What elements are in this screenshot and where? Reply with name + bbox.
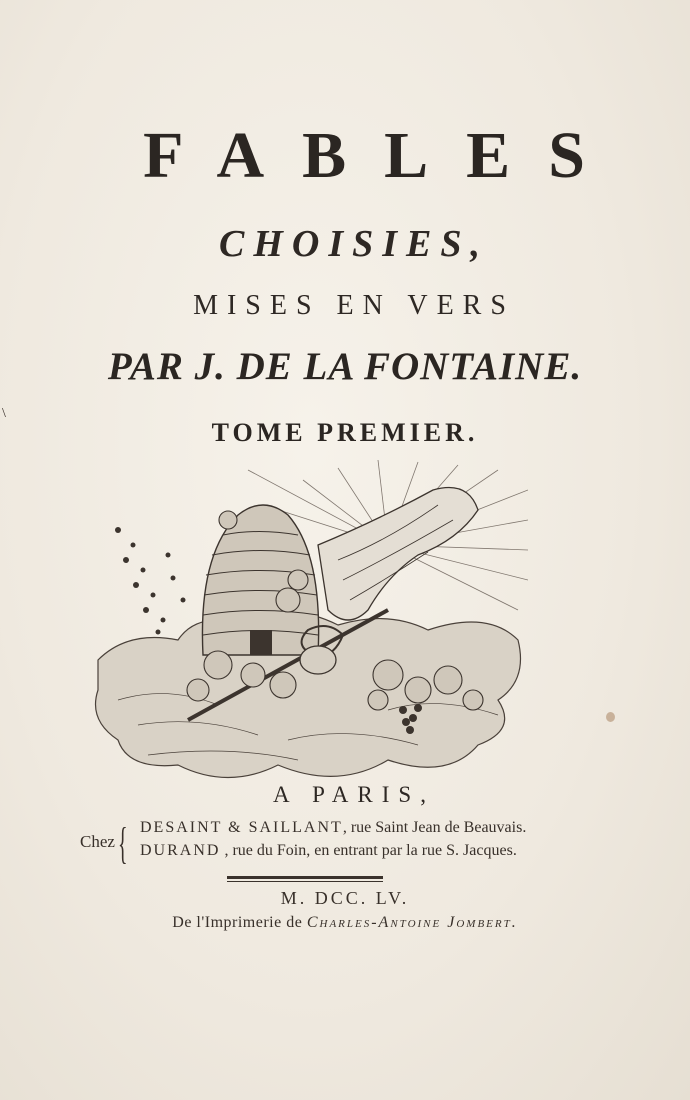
verse-line: MISES EN VERS	[193, 290, 515, 321]
chez-label: Chez	[80, 832, 115, 851]
printer-brace-icon: {	[118, 819, 128, 868]
volume-line: TOME PREMIER.	[211, 418, 479, 447]
book-title: FABLES	[143, 119, 623, 192]
printer-address-2: , rue du Foin, en entrant par la rue S. Jacques.	[220, 842, 517, 859]
place-of-publication: A PARIS,	[273, 782, 435, 807]
foxing-spot	[606, 712, 615, 722]
imprint-prefix: De l'Imprimerie de	[172, 914, 307, 931]
divider-rule	[227, 876, 383, 879]
publication-date: M. DCC. LV.	[280, 888, 410, 908]
author-line: PAR J. DE LA FONTAINE.	[107, 345, 583, 388]
beehive-vignette-icon	[88, 460, 528, 800]
imprint-line	[0, 914, 690, 932]
printer-name-2: DURAND	[140, 842, 221, 859]
book-subtitle: CHOISIES,	[218, 223, 490, 265]
printer-line-2	[140, 842, 517, 860]
margin-mark-icon: \	[2, 406, 6, 421]
printer-address-1: , rue Saint Jean de Beauvais.	[342, 819, 527, 836]
printer-name-1: DESAINT & SAILLANT	[140, 819, 343, 836]
divider-rule-thin	[227, 881, 383, 882]
printer-line-1	[140, 819, 526, 837]
imprint-printer-name: Charles-Antoine Jombert.	[306, 914, 518, 931]
